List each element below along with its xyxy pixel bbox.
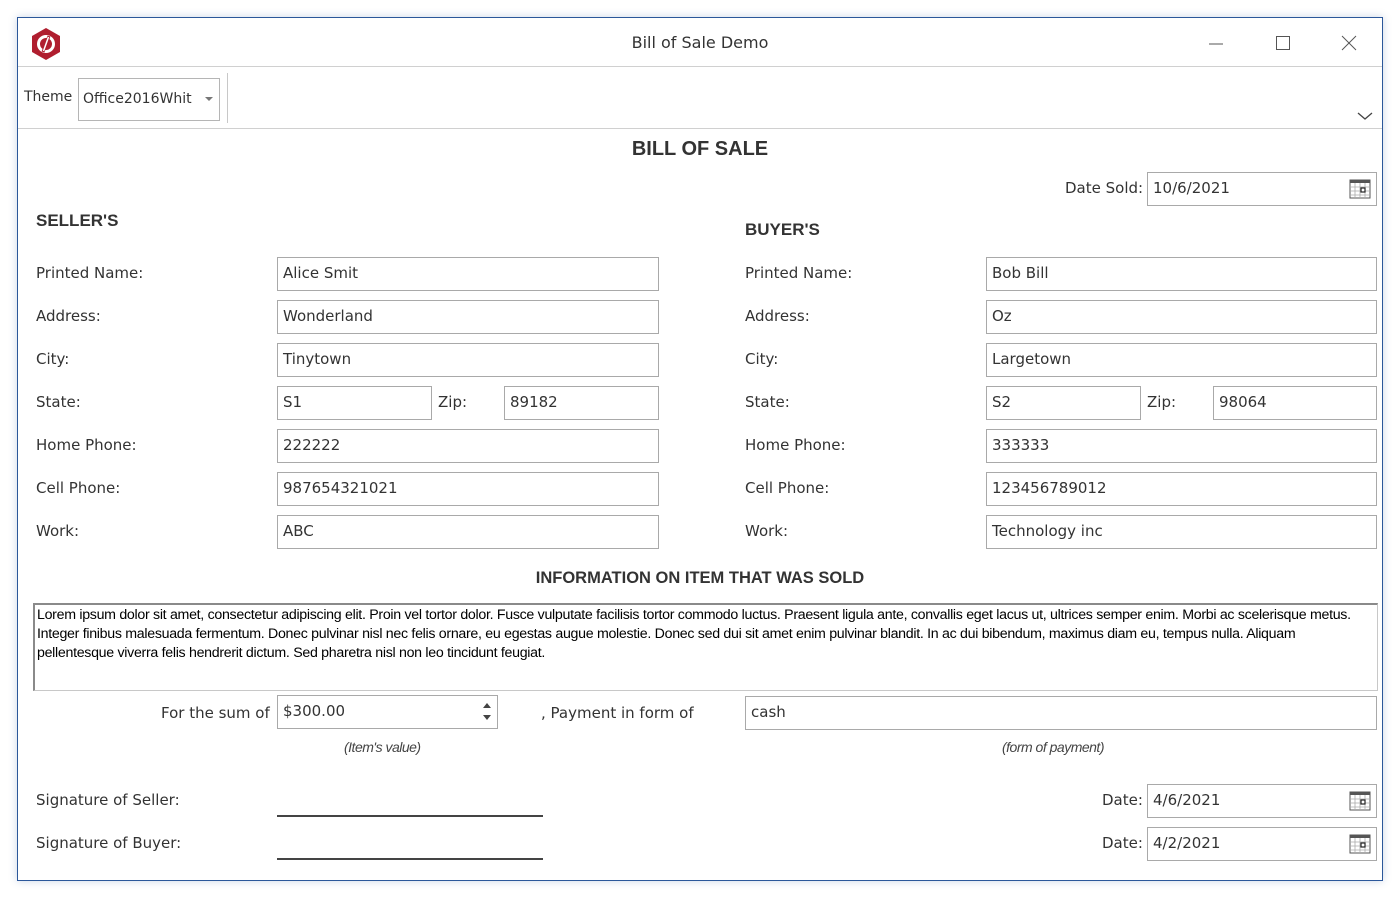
payment-form-label: , Payment in form of xyxy=(541,704,694,722)
seller-home-phone-input[interactable]: 222222 xyxy=(277,429,659,463)
seller-printed-name-input[interactable]: Alice Smit xyxy=(277,257,659,291)
seller-signature-line[interactable] xyxy=(277,815,543,817)
buyer-zip-label: Zip: xyxy=(1147,393,1177,411)
theme-dropdown-value: Office2016Whit xyxy=(83,91,192,107)
seller-address-label: Address: xyxy=(36,307,101,325)
sum-numeric-input[interactable] xyxy=(277,695,498,729)
date-sold-label: Date Sold: xyxy=(1065,179,1144,197)
sum-spinner[interactable] xyxy=(481,700,493,724)
seller-city-input[interactable]: Tinytown xyxy=(277,343,659,377)
window-title: Bill of Sale Demo xyxy=(631,33,769,52)
buyer-heading: BUYER'S xyxy=(745,220,820,239)
seller-zip-label: Zip: xyxy=(438,393,468,411)
buyer-zip-input[interactable]: 98064 xyxy=(1213,386,1377,420)
buyer-printed-name-input[interactable]: Bob Bill xyxy=(986,257,1377,291)
buyer-city-label: City: xyxy=(745,350,779,368)
date-sold-picker[interactable] xyxy=(1147,172,1377,206)
seller-date-value: 4/6/2021 xyxy=(1153,791,1221,809)
seller-address-input[interactable]: Wonderland xyxy=(277,300,659,334)
buyer-home-phone-input[interactable]: 333333 xyxy=(986,429,1377,463)
seller-zip-input[interactable]: 89182 xyxy=(504,386,659,420)
spin-down-icon[interactable] xyxy=(483,715,491,720)
buyer-home-phone-label: Home Phone: xyxy=(745,436,846,454)
calendar-icon[interactable] xyxy=(1349,834,1371,854)
buyer-work-input[interactable]: Technology inc xyxy=(986,515,1377,549)
calendar-icon[interactable] xyxy=(1349,179,1371,199)
seller-state-label: State: xyxy=(36,393,81,411)
buyer-cell-phone-input[interactable]: 123456789012 xyxy=(986,472,1377,506)
close-button[interactable] xyxy=(1326,28,1372,58)
sum-value: $300.00 xyxy=(283,702,346,720)
buyer-cell-phone-label: Cell Phone: xyxy=(745,479,830,497)
maximize-button[interactable] xyxy=(1260,28,1306,58)
spin-up-icon[interactable] xyxy=(483,703,491,708)
buyer-city-input[interactable]: Largetown xyxy=(986,343,1377,377)
close-icon xyxy=(1341,35,1357,51)
form-title: BILL OF SALE xyxy=(631,138,769,160)
seller-cell-phone-label: Cell Phone: xyxy=(36,479,121,497)
seller-work-input[interactable]: ABC xyxy=(277,515,659,549)
ribbon-toolbar xyxy=(18,67,1382,129)
seller-city-label: City: xyxy=(36,350,70,368)
seller-heading: SELLER'S xyxy=(36,211,119,230)
item-info-heading: INFORMATION ON ITEM THAT WAS SOLD xyxy=(535,569,865,587)
date-sold-value: 10/6/2021 xyxy=(1153,179,1230,197)
sum-label: For the sum of xyxy=(161,704,270,722)
minimize-button[interactable] xyxy=(1193,28,1239,58)
payment-form-input[interactable]: cash xyxy=(745,696,1377,730)
theme-dropdown[interactable] xyxy=(78,78,220,121)
chevron-down-icon xyxy=(205,97,213,101)
seller-printed-name-label: Printed Name: xyxy=(36,264,144,282)
title-bar xyxy=(18,18,1382,67)
seller-cell-phone-input[interactable]: 987654321021 xyxy=(277,472,659,506)
buyer-address-label: Address: xyxy=(745,307,810,325)
seller-state-input[interactable]: S1 xyxy=(277,386,432,420)
buyer-work-label: Work: xyxy=(745,522,789,540)
buyer-date-label: Date: xyxy=(1102,834,1143,852)
calendar-icon[interactable] xyxy=(1349,791,1371,811)
ribbon-collapse-chevron-icon[interactable] xyxy=(1356,109,1374,123)
minimize-icon xyxy=(1208,35,1224,51)
buyer-date-value: 4/2/2021 xyxy=(1153,834,1221,852)
item-description-textarea[interactable]: Lorem ipsum dolor sit amet, consectetur adipiscing elit. Proin vel tortor dolor. Fusce vulputate facilisis tortor commodo luctus. Praesent ligula ante, convallis eget lacus ut, ultrices semper enim. Morbi ac scelerisque metus. Integer finibus malesuada fermentum. Donec pulvinar nisl nec felis ornare, eu egestas augue molestie. Donec sed dui sit amet enim pulvinar blandit. In ac dui bibendum, maximus diam eu, tempus nulla. Aliquam pellentesque viverra felis hendrerit dictum. Sed pharetra nisl non leo tincidunt feugiat. xyxy=(33,603,1378,691)
buyer-date-picker[interactable] xyxy=(1147,827,1377,861)
buyer-signature-line[interactable] xyxy=(277,858,543,860)
buyer-state-label: State: xyxy=(745,393,790,411)
seller-signature-label: Signature of Seller: xyxy=(36,791,180,809)
buyer-address-input[interactable]: Oz xyxy=(986,300,1377,334)
seller-work-label: Work: xyxy=(36,522,80,540)
buyer-signature-label: Signature of Buyer: xyxy=(36,834,182,852)
seller-home-phone-label: Home Phone: xyxy=(36,436,137,454)
seller-date-picker[interactable] xyxy=(1147,784,1377,818)
app-window xyxy=(17,17,1383,881)
payment-form-hint: (form of payment) xyxy=(1002,739,1104,755)
sum-hint: (Item's value) xyxy=(344,739,421,755)
toolbar-separator xyxy=(227,73,228,123)
buyer-state-input[interactable]: S2 xyxy=(986,386,1141,420)
seller-date-label: Date: xyxy=(1102,791,1143,809)
theme-label: Theme xyxy=(24,89,73,105)
buyer-printed-name-label: Printed Name: xyxy=(745,264,853,282)
maximize-icon xyxy=(1275,35,1291,51)
